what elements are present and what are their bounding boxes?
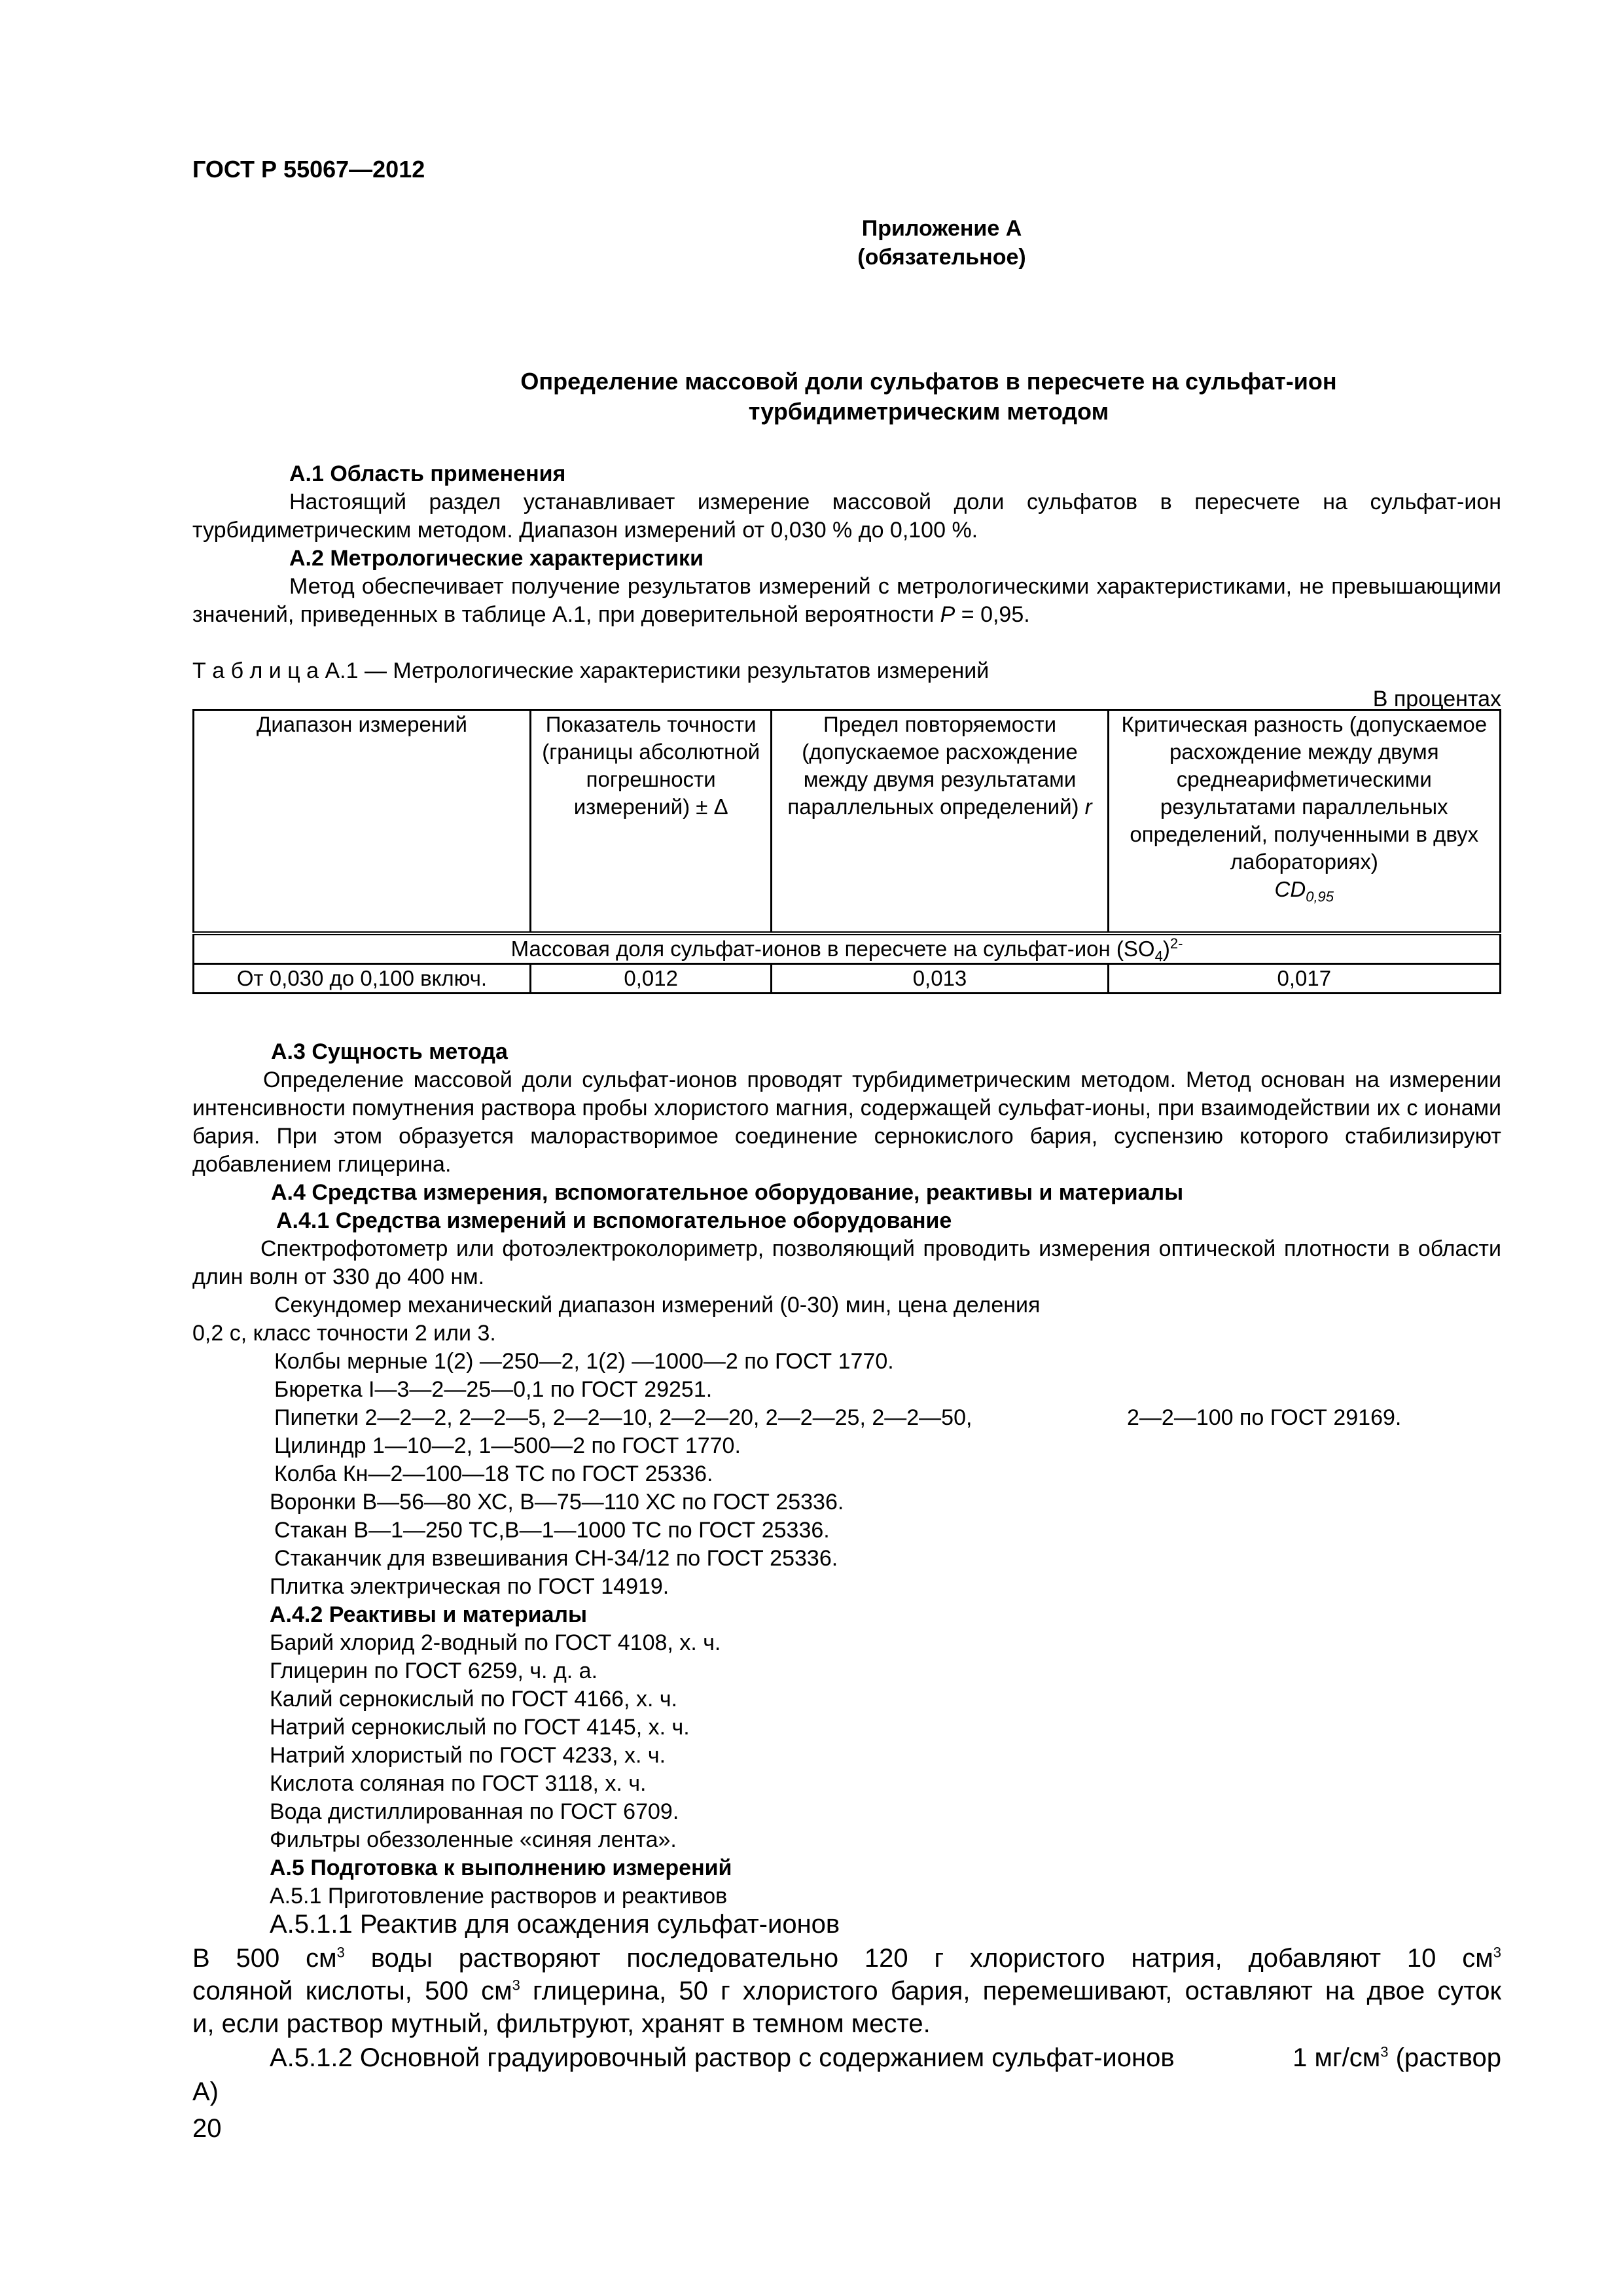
reagent-item: Калий сернокислый по ГОСТ 4166, х. ч. [270, 1687, 678, 1712]
row-accuracy: 0,012 [530, 963, 772, 993]
reagent-item: Глицерин по ГОСТ 6259, ч. д. а. [270, 1659, 598, 1683]
appendix-heading-line-1: Определение массовой доли сульфатов в пересчете на сульфат-ион [520, 368, 1337, 395]
document-page [192, 0, 1501, 2296]
section-a5-title: А.5 Подготовка к выполнению измерений [270, 1856, 732, 1880]
section-a3-title: А.3 Сущность метода [271, 1039, 508, 1064]
table-units: В процентах [1372, 687, 1501, 711]
appendix-title: Приложение А [861, 216, 1022, 241]
row-critical-difference: 0,017 [1108, 963, 1500, 993]
section-a511-title: А.5.1.1 Реактив для осаждения сульфат-ионов [270, 1910, 840, 1939]
equipment-item: Колбы мерные 1(2) —250—2, 1(2) —1000—2 по ГОСТ 1770. [274, 1349, 894, 1374]
header-range: Диапазон измерений [194, 710, 531, 933]
table-row [194, 963, 1501, 993]
metrology-table [192, 709, 1501, 994]
row-repeatability: 0,013 [772, 963, 1108, 993]
section-a512-title: А.5.1.2 Основной градуировочный раствор с содержанием сульфат-ионов [270, 2043, 1175, 2072]
header-accuracy: Показатель точности (границы абсолютной погрешности измерений) ± Δ [530, 710, 772, 933]
header-repeatability: Предел повторяемости (допускаемое расхождение между двумя результатами параллельных определений) r [772, 710, 1108, 933]
reagent-item: Натрий хлористый по ГОСТ 4233, х. ч. [270, 1743, 666, 1768]
section-a2-text: Метод обеспечивает получение результатов измерений с метрологическими характеристиками, не превышающими значений, приведенных в таблице А.1, при доверительной вероятности Р = 0,95. [192, 574, 1501, 627]
equipment-item: Стакан В—1—250 ТС,В—1—1000 ТС по ГОСТ 25336. [274, 1518, 830, 1543]
appendix-heading-line-2: турбидиметрическим методом [748, 398, 1109, 425]
section-a1-text: Настоящий раздел устанавливает измерение массовой доли сульфатов в пересчете на сульфат-ион турбидиметрическим методом. Диапазон измерений от 0,030 % до 0,100 %. [192, 490, 1501, 543]
table-span-row [194, 933, 1501, 964]
section-a3-text: Определение массовой доли сульфат-ионов проводят турбидиметрическим методом. Метод основан на измерении интенсивности помутнения раствора пробы хлористого магния, содержащей сульфат-ионы, при взаимодействии их с ионами бария. При этом образуется малорастворимое соединение сернокислого бария, суспензию которого стабилизируют добавлением глицерина. [192, 1067, 1501, 1177]
page-number: 20 [192, 2114, 222, 2143]
section-a512-continuation: А) [192, 2077, 219, 2106]
document-id: ГОСТ Р 55067—2012 [192, 156, 425, 183]
stopwatch-line-1: Секундомер механический диапазон измерений (0-30) мин, цена деления [274, 1293, 1041, 1318]
section-a42-title: А.4.2 Реактивы и материалы [270, 1602, 588, 1627]
section-a2-title: А.2 Метрологические характеристики [289, 546, 704, 571]
section-a41-title: А.4.1 Средства измерений и вспомогательное оборудование [276, 1208, 952, 1233]
stopwatch-line-2: 0,2 с, класс точности 2 или 3. [192, 1321, 496, 1346]
table-caption: Т а б л и ц а А.1 — Метрологические характеристики результатов измерений [192, 658, 990, 683]
equipment-item: Цилиндр 1—10—2, 1—500—2 по ГОСТ 1770. [274, 1433, 741, 1458]
a511-line-3: и, если раствор мутный, фильтруют, хранят в темном месте. [192, 2009, 931, 2038]
reagent-item: Натрий сернокислый по ГОСТ 4145, х. ч. [270, 1715, 690, 1740]
reagent-item: Кислота соляная по ГОСТ 3118, х. ч. [270, 1771, 647, 1796]
spectrophotometer-text: Спектрофотометр или фотоэлектроколориметр, позволяющий проводить измерения оптической плотности в области длин волн от 330 до 400 нм. [192, 1236, 1501, 1289]
span-row-cell: Массовая доля сульфат-ионов в пересчете на сульфат-ион $(SO_4)^{2-}$ [194, 933, 1501, 964]
a511-line-2: соляной кислоты, 500 $см^3$ глицерина, 50 г хлористого бария, перемешивают, оставляют на двое суток [192, 1977, 1501, 2005]
table-header-row [194, 710, 1501, 933]
section-a51-title: А.5.1 Приготовление растворов и реактивов [270, 1884, 728, 1909]
reagent-item: Фильтры обеззоленные «синяя лента». [270, 1827, 677, 1852]
row-range: От 0,030 до 0,100 включ. [194, 963, 531, 993]
equipment-item: Пипетки 2—2—2, 2—2—5, 2—2—10, 2—2—20, 2—2—25, 2—2—50, [274, 1405, 972, 1430]
reagent-item: Вода дистиллированная по ГОСТ 6709. [270, 1799, 679, 1824]
a511-line-1: В 500 $см^3$ воды растворяют последовательно 120 г хлористого натрия, добавляют 10 $см^3$ [192, 1944, 1501, 1973]
section-a1-title: А.1 Область применения [289, 461, 566, 486]
section-a4-title: А.4 Средства измерения, вспомогательное оборудование, реактивы и материалы [271, 1180, 1184, 1205]
equipment-item: Плитка электрическая по ГОСТ 14919. [270, 1574, 669, 1599]
equipment-item: Стаканчик для взвешивания СН-34/12 по ГОСТ 25336. [274, 1546, 838, 1571]
equipment-item: Бюретка I—3—2—25—0,1 по ГОСТ 29251. [274, 1377, 713, 1402]
appendix-status: (обязательное) [857, 245, 1026, 270]
reagent-item: Барий хлорид 2-водный по ГОСТ 4108, х. ч. [270, 1630, 721, 1655]
equipment-item: Колба Кн—2—100—18 ТС по ГОСТ 25336. [274, 1462, 713, 1486]
equipment-item: Воронки В—56—80 ХС, В—75—110 ХС по ГОСТ 25336. [270, 1490, 844, 1515]
section-a512-tail: 1 $мг/см^3$ (раствор [1293, 2043, 1501, 2072]
header-critical-difference: Критическая разность (допускаемое расхождение между двумя среднеарифметическими результатами параллельных определений, полученными в двух лабораториях) $CD_{0,95}$ [1108, 710, 1500, 933]
equipment-item-tail: 2—2—100 по ГОСТ 29169. [1127, 1405, 1402, 1430]
